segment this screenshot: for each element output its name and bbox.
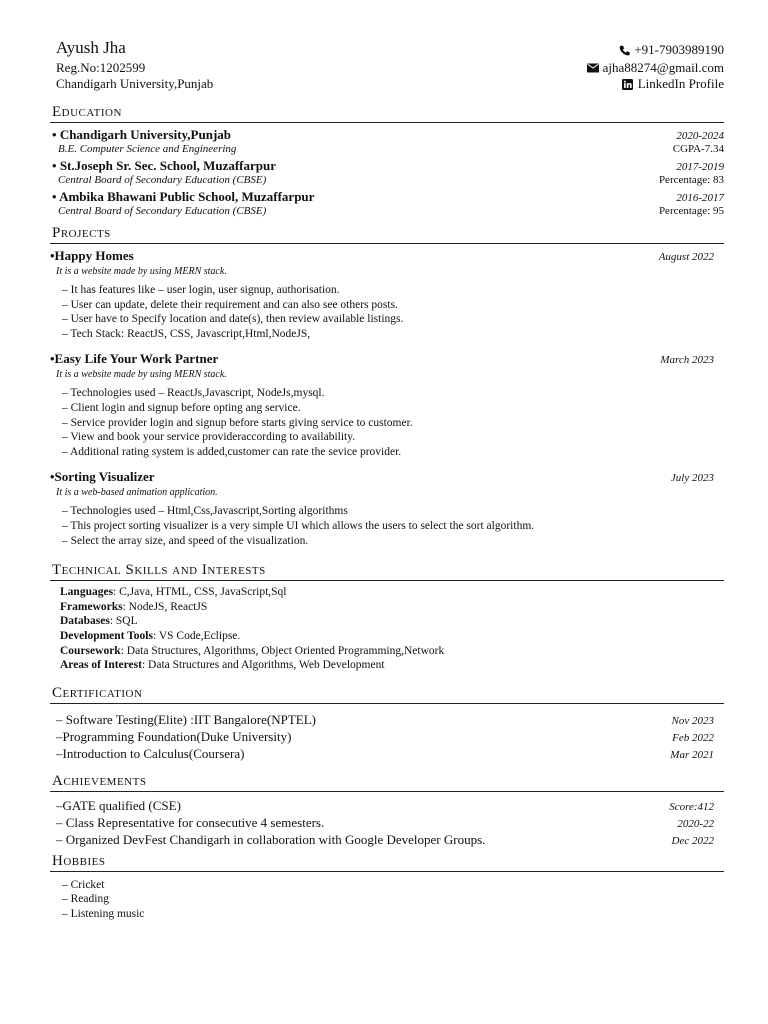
certification-item: –Introduction to Calculus(Coursera) Mar 2021 (56, 745, 714, 761)
education-result: Percentage: 95 (658, 205, 724, 217)
education-date: 2020-2024 (676, 130, 724, 142)
school-name: • Ambika Bhawani Public School, Muzaffarpur (52, 189, 315, 204)
education-section (50, 104, 724, 217)
project-description: It is a web-based animation application. (56, 487, 218, 499)
project-description: It is a website made by using MERN stack. (56, 369, 227, 381)
section-title: Technical Skills and Interests (50, 562, 724, 581)
envelope-icon (587, 62, 599, 74)
email-contact[interactable] (587, 60, 724, 76)
candidate-name: Ayush Jha (56, 38, 126, 57)
project-point: – Tech Stack: ReactJS, CSS, Javascript,Html,NodeJS, (62, 327, 311, 340)
project-entry (50, 469, 724, 548)
project-title: •Happy Homes (50, 248, 134, 263)
education-date: 2017-2019 (676, 161, 724, 173)
skills-section (50, 562, 724, 673)
degree: Central Board of Secondary Education (CBSE) (58, 205, 267, 217)
project-description: It is a website made by using MERN stack. (56, 266, 227, 277)
section-title: Education (50, 104, 724, 123)
skill-line: Languages: C,Java, HTML, CSS, JavaScript,Sql (60, 586, 287, 599)
section-title: Achievements (50, 773, 724, 792)
hobbies-list (50, 878, 724, 922)
project-point: – Select the array size, and speed of the visualization. (62, 534, 309, 547)
hobby-item: – Cricket (62, 878, 105, 891)
hobby-item: – Listening music (62, 907, 145, 920)
skill-line: Frameworks: NodeJS, ReactJS (60, 600, 208, 613)
project-entry (50, 351, 724, 459)
project-point: – User can update, delete their requirement and can also see others posts. (62, 298, 398, 311)
section-title: Hobbies (50, 853, 724, 872)
certification-section (50, 685, 724, 763)
skills-list (50, 585, 724, 673)
skill-line: Databases: SQL (60, 615, 138, 628)
education-date: 2016-2017 (676, 192, 724, 204)
project-date: March 2023 (660, 354, 714, 367)
project-title: •Easy Life Your Work Partner (50, 351, 219, 367)
linkedin-icon (622, 78, 634, 90)
achievements-section (50, 773, 724, 849)
section-title: Projects (50, 225, 724, 244)
education-result: Percentage: 83 (658, 174, 724, 186)
certification-item: – Software Testing(Elite) :IIT Bangalore(NPTEL) Nov 2023 (56, 711, 714, 727)
phone-icon (618, 44, 630, 56)
project-point: – This project sorting visualizer is a very simple UI which allows the users to select the sort algorithm. (62, 519, 535, 532)
project-date: July 2023 (670, 472, 714, 485)
project-title: •Sorting Visualizer (50, 469, 155, 485)
certification-list (50, 712, 724, 763)
resume-header (50, 38, 724, 96)
resume-page (50, 38, 724, 921)
project-point: – User have to Specify location and date(s), then review available listings. (62, 313, 404, 326)
school-name: • St.Joseph Sr. Sec. School, Muzaffarpur (52, 158, 277, 173)
project-point: – Service provider login and signup before starts giving service to customer. (62, 416, 413, 429)
skill-line: Areas of Interest: Data Structures and Algorithms, Web Development (60, 659, 385, 672)
certification-item: –Programming Foundation(Duke University) Feb 2022 (56, 728, 714, 744)
school-name: • Chandigarh University,Punjab (52, 127, 232, 142)
project-date: August 2022 (658, 251, 714, 263)
achievement-item: –GATE qualified (CSE) Score:412 (56, 797, 714, 813)
degree: B.E. Computer Science and Engineering (58, 143, 237, 155)
achievement-item: – Class Representative for consecutive 4 semesters. 2020-22 (56, 814, 714, 830)
project-point: – View and book your service provideraccording to availability. (62, 431, 356, 444)
achievements-list (50, 798, 724, 849)
project-point: – It has features like – user login, user signup, authorisation. (62, 284, 340, 296)
project-point: – Technologies used – ReactJs,Javascript, NodeJs,mysql. (62, 387, 325, 400)
project-entry (50, 248, 724, 341)
achievement-item: – Organized DevFest Chandigarh in collaboration with Google Developer Groups. Dec 2022 (56, 831, 714, 847)
education-result: CGPA-7.34 (672, 143, 724, 155)
degree: Central Board of Secondary Education (CBSE) (58, 174, 267, 186)
projects-section (50, 225, 724, 548)
section-title: Certification (50, 685, 724, 704)
project-point: – Client login and signup before opting ang service. (62, 401, 301, 414)
education-entry (50, 158, 724, 186)
university-name: Chandigarh University,Punjab (56, 76, 214, 91)
phone-contact[interactable] (618, 42, 724, 58)
registration-number: Reg.No:1202599 (56, 60, 146, 75)
hobby-item: – Reading (62, 893, 109, 906)
skill-line: Development Tools: VS Code,Eclipse. (60, 629, 241, 642)
project-point: – Additional rating system is added,customer can rate the sevice provider. (62, 445, 402, 458)
linkedin-link[interactable] (622, 76, 724, 92)
skill-line: Coursework: Data Structures, Algorithms, Object Oriented Programming,Network (60, 644, 445, 657)
project-point: – Technologies used – Html,Css,Javascript,Sorting algorithms (62, 505, 348, 518)
linkedin-label: LinkedIn Profile (637, 76, 724, 91)
phone-number: +91-7903989190 (634, 42, 724, 57)
email-address: ajha88274@gmail.com (602, 60, 724, 75)
hobbies-section (50, 853, 724, 922)
education-entry (50, 189, 724, 217)
education-entry (50, 127, 724, 155)
